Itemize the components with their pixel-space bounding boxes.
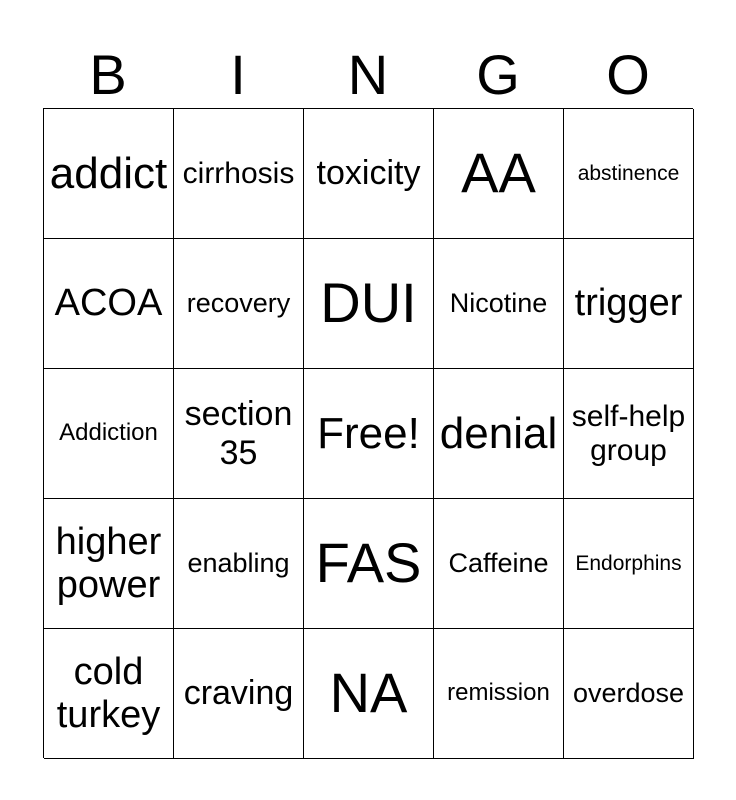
bingo-header: [43, 42, 693, 108]
bingo-cell[interactable]: remission: [434, 629, 564, 759]
bingo-cell[interactable]: ACOA: [44, 239, 174, 369]
bingo-cell[interactable]: DUI: [304, 239, 434, 369]
bingo-cell[interactable]: section 35: [174, 369, 304, 499]
bingo-cell[interactable]: NA: [304, 629, 434, 759]
free-space-cell[interactable]: Free!: [304, 369, 434, 499]
bingo-cell[interactable]: abstinence: [564, 109, 694, 239]
bingo-cell[interactable]: FAS: [304, 499, 434, 629]
header-letter-n: N: [347, 43, 389, 106]
bingo-cell[interactable]: Endorphins: [564, 499, 694, 629]
bingo-cell[interactable]: cirrhosis: [174, 109, 304, 239]
bingo-cell[interactable]: addict: [44, 109, 174, 239]
bingo-cell[interactable]: Nicotine: [434, 239, 564, 369]
bingo-cell[interactable]: enabling: [174, 499, 304, 629]
bingo-cell[interactable]: toxicity: [304, 109, 434, 239]
bingo-cell[interactable]: Caffeine: [434, 499, 564, 629]
header-letter-o: O: [606, 43, 650, 106]
header-letter-g: G: [476, 43, 520, 106]
bingo-cell[interactable]: denial: [434, 369, 564, 499]
bingo-cell[interactable]: recovery: [174, 239, 304, 369]
bingo-card-grid: [43, 108, 693, 758]
bingo-cell[interactable]: Addiction: [44, 369, 174, 499]
bingo-cell[interactable]: cold turkey: [44, 629, 174, 759]
bingo-cell[interactable]: overdose: [564, 629, 694, 759]
header-letter-b: B: [89, 43, 127, 106]
bingo-cell[interactable]: self-help group: [564, 369, 694, 499]
bingo-cell[interactable]: trigger: [564, 239, 694, 369]
bingo-cell[interactable]: craving: [174, 629, 304, 759]
header-letter-i: I: [230, 43, 246, 106]
bingo-cell[interactable]: AA: [434, 109, 564, 239]
bingo-cell[interactable]: higher power: [44, 499, 174, 629]
